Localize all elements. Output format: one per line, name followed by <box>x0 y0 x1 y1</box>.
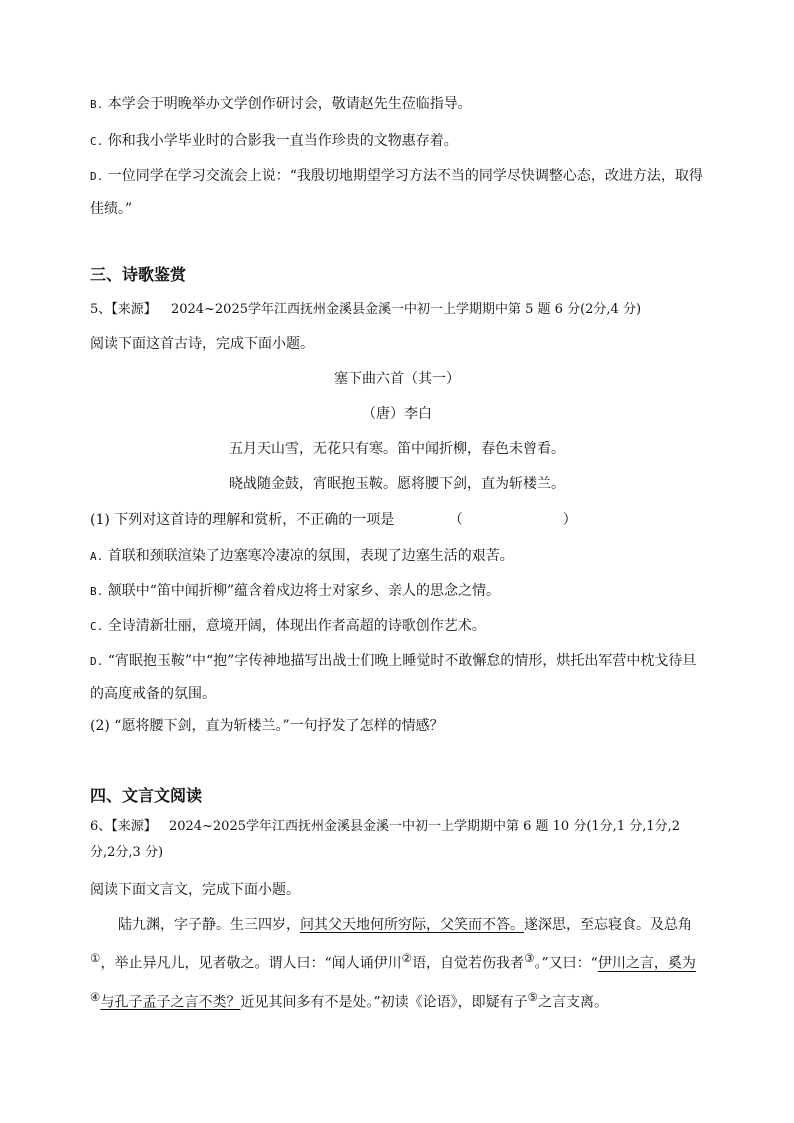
footnote-marker: ④ <box>90 989 101 1004</box>
q4-option-d: D. 一位同学在学习交流会上说：“我殷切地期望学习方法不当的同学尽快调整心态，改进方法，取得佳绩。” <box>90 168 703 217</box>
q5-sub2-prompt: (2) “愿将腰下剑，直为斩楼兰。”一句抒发了怎样的情感？ <box>90 718 444 734</box>
poem-line-1: 五月天山雪，无花只有寒。笛中闻折柳，春色未曾看。 <box>229 441 565 457</box>
section-heading-poetry: 三、诗歌鉴赏 <box>90 265 187 284</box>
q5-sub1-prompt: (1) 下列对这首诗的理解和赏析，不正确的一项是 （ ） <box>90 512 577 528</box>
q4-option-b: B. 本学会于明晚举办文学创作研讨会，敬请赵先生莅临指导。 <box>90 96 472 112</box>
footnote-marker: ③ <box>524 951 535 965</box>
classical-passage: 陆九渊，字子静。生三四岁，问其父天地何所穷际，父笑而不答。遂深思，至忘寝食。及总角①，举止异凡儿，见者敬之。谓人曰：“闻人诵伊川②语，自觉若伤我者③。”又曰：“伊川之言，奚为④与孔子孟子之言不类？近见其间多有不是处。”初读《论语》，即疑有子⑤之言支离。 <box>90 917 696 1011</box>
footnote-marker: ① <box>90 951 101 965</box>
poem-title: 塞下曲六首（其一） <box>334 371 460 387</box>
section-heading-classical-chinese: 四、文言文阅读 <box>90 786 203 805</box>
q5-option-c: C. 全诗清新壮丽，意境开阔，体现出作者高超的诗歌创作艺术。 <box>90 618 486 634</box>
q4-option-c: C. 你和我小学毕业时的合影我一直当作珍贵的文物惠存着。 <box>90 133 458 149</box>
poem-line-2: 晓战随金鼓，宵眠抱玉鞍。愿将腰下剑，直为斩楼兰。 <box>229 476 565 492</box>
underlined-sentence-3: 与孔子孟子之言不类？ <box>100 994 241 1011</box>
q5-option-d: D. “宵眠抱玉鞍”中“抱”字传神地描写出战士们晚上睡觉时不敢懈怠的情形，烘托出军营中枕戈待旦的高度戒备的氛围。 <box>90 653 697 702</box>
q5-source-line: 5、【来源】 2024~2025学年江西抚州金溪县金溪一中初一上学期期中第 5 题 6 分(2分,4 分) <box>90 302 642 317</box>
q5-instruction: 阅读下面这首古诗，完成下面小题。 <box>90 336 314 352</box>
q6-source-line: 6、【来源】 2024~2025学年江西抚州金溪县金溪一中初一上学期期中第 6 题 10 分(1分,1 分,1分,2 分,2分,3 分) <box>90 819 681 860</box>
q5-option-a: A. 首联和颈联渲染了边塞寒冷凄凉的氛围，表现了边塞生活的艰苦。 <box>90 548 514 564</box>
q5-option-b: B. 颔联中“笛中闻折柳”蕴含着戍边将士对家乡、亲人的思念之情。 <box>90 583 501 599</box>
poem-author: （唐）李白 <box>362 406 432 422</box>
underlined-sentence-1: 问其父天地何所穷际，父笑而不答。 <box>300 917 524 933</box>
underlined-sentence-2: 伊川之言，奚为 <box>597 955 696 972</box>
footnote-marker: ⑤ <box>527 989 539 1004</box>
q6-instruction: 阅读下面文言文，完成下面小题。 <box>90 882 300 898</box>
footnote-marker: ② <box>401 951 413 965</box>
